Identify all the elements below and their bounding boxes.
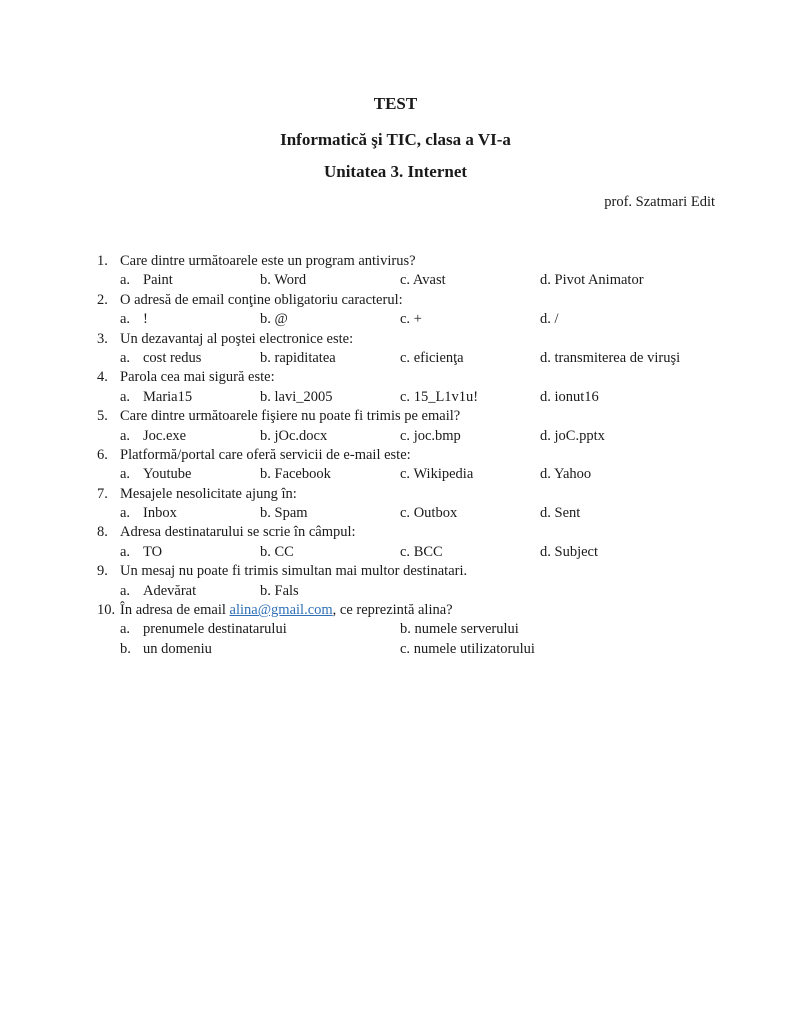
email-link[interactable]: alina@gmail.com xyxy=(229,602,333,619)
option-d: d. Yahoo xyxy=(540,466,592,483)
question-number: 10. xyxy=(97,602,116,619)
option-c: c. BCC xyxy=(400,543,443,560)
question-number: 4. xyxy=(97,369,108,386)
option-a: ! xyxy=(143,311,148,328)
question-text: O adresă de email conţine obligatoriu caracterul: xyxy=(120,291,403,308)
option-label-a: a. xyxy=(120,272,131,289)
option-a: Joc.exe xyxy=(143,427,187,444)
option-d: d. ionut16 xyxy=(540,388,599,405)
option-b: b. Facebook xyxy=(260,466,331,483)
option-d: d. Subject xyxy=(540,543,598,560)
option-d: d. transmiterea de viruşi xyxy=(540,349,681,366)
question-7-options xyxy=(0,504,791,523)
option-b: b. @ xyxy=(260,311,288,328)
question-3-options xyxy=(0,349,791,368)
question-text: Un dezavantaj al poştei electronice este: xyxy=(120,330,354,347)
question-number: 8. xyxy=(97,524,108,541)
question-1-options xyxy=(0,271,791,290)
option-d: d. Pivot Animator xyxy=(540,272,644,289)
option-b: b. jOc.docx xyxy=(260,427,328,444)
question-4 xyxy=(0,368,791,387)
question-number: 9. xyxy=(97,563,108,580)
question-10 xyxy=(0,601,791,620)
option-a: Youtube xyxy=(143,466,192,483)
question-number: 7. xyxy=(97,485,108,502)
question-3 xyxy=(0,330,791,349)
option-a: Maria15 xyxy=(143,388,193,405)
question-5 xyxy=(0,407,791,426)
question-text: Parola cea mai sigură este: xyxy=(120,369,275,386)
question-number: 5. xyxy=(97,408,108,425)
option-label-b: b. xyxy=(120,640,131,657)
option-label-a: a. xyxy=(120,621,131,638)
question-number: 6. xyxy=(97,446,108,463)
option-b-domain: un domeniu xyxy=(143,640,212,657)
option-a: Adevărat xyxy=(143,582,197,599)
option-c: c. numele utilizatorului xyxy=(400,640,535,657)
option-b: b. Fals xyxy=(260,582,299,599)
option-c: c. + xyxy=(400,311,422,328)
option-c: c. eficienţa xyxy=(400,349,464,366)
question-number: 1. xyxy=(97,253,108,269)
question-8-options xyxy=(0,543,791,562)
option-label-a: a. xyxy=(120,543,131,560)
option-a: Paint xyxy=(143,272,173,289)
option-label-a: a. xyxy=(120,582,131,599)
question-text: Adresa destinatarului se scrie în câmpul: xyxy=(120,524,356,541)
question-text: Un mesaj nu poate fi trimis simultan mai multor destinatari. xyxy=(120,563,468,580)
question-8 xyxy=(0,523,791,542)
question-2 xyxy=(0,291,791,310)
question-6 xyxy=(0,446,791,465)
question-6-options xyxy=(0,465,791,484)
question-9-options xyxy=(0,582,791,601)
option-d: d. joC.pptx xyxy=(540,427,605,444)
question-list xyxy=(0,252,791,659)
subject-heading: Informatică şi TIC, clasa a VI-a xyxy=(280,130,511,149)
author-name: prof. Szatmari Edit xyxy=(604,194,715,210)
option-c: c. Wikipedia xyxy=(400,466,474,483)
question-text: Care dintre următoarele este un program antivirus? xyxy=(120,253,416,269)
question-text: Mesajele nesolicitate ajung în: xyxy=(120,485,297,502)
option-a: cost redus xyxy=(143,349,202,366)
question-2-options xyxy=(0,310,791,329)
question-number: 2. xyxy=(97,291,108,308)
option-label-a: a. xyxy=(120,349,131,366)
unit-heading: Unitatea 3. Internet xyxy=(323,162,468,181)
question-text: Platformă/portal care oferă servicii de e-mail este: xyxy=(120,446,411,463)
question-9 xyxy=(0,562,791,581)
option-label-a: a. xyxy=(120,388,131,405)
option-label-a: a. xyxy=(120,466,131,483)
option-d: d. Sent xyxy=(540,505,581,522)
question-number: 3. xyxy=(97,330,108,347)
option-b: b. CC xyxy=(260,543,294,560)
option-a: TO xyxy=(143,543,163,560)
option-d: d. / xyxy=(540,311,559,328)
option-label-a: a. xyxy=(120,427,131,444)
question-1 xyxy=(0,252,791,271)
option-c: c. joc.bmp xyxy=(400,427,461,444)
option-b: b. Spam xyxy=(260,505,308,522)
option-b: b. numele serverului xyxy=(400,621,519,638)
question-text: În adresa de email alina@gmail.com, ce reprezintă alina? xyxy=(120,602,453,619)
question-10-options-row-1 xyxy=(0,620,791,639)
test-title: TEST xyxy=(373,94,418,113)
option-c: c. 15_L1v1u! xyxy=(400,388,479,405)
question-5-options xyxy=(0,427,791,446)
option-label-a: a. xyxy=(120,505,131,522)
option-b: b. Word xyxy=(260,272,307,289)
option-a: prenumele destinatarului xyxy=(143,621,287,638)
option-c: c. Avast xyxy=(400,272,446,289)
option-c: c. Outbox xyxy=(400,505,458,522)
question-7 xyxy=(0,485,791,504)
question-10-options-row-2 xyxy=(0,640,791,659)
option-a: Inbox xyxy=(143,505,177,522)
option-b: b. lavi_2005 xyxy=(260,388,333,405)
option-b: b. rapiditatea xyxy=(260,349,336,366)
question-4-options xyxy=(0,388,791,407)
question-text: Care dintre următoarele fişiere nu poate fi trimis pe email? xyxy=(120,408,461,425)
option-label-a: a. xyxy=(120,311,131,328)
